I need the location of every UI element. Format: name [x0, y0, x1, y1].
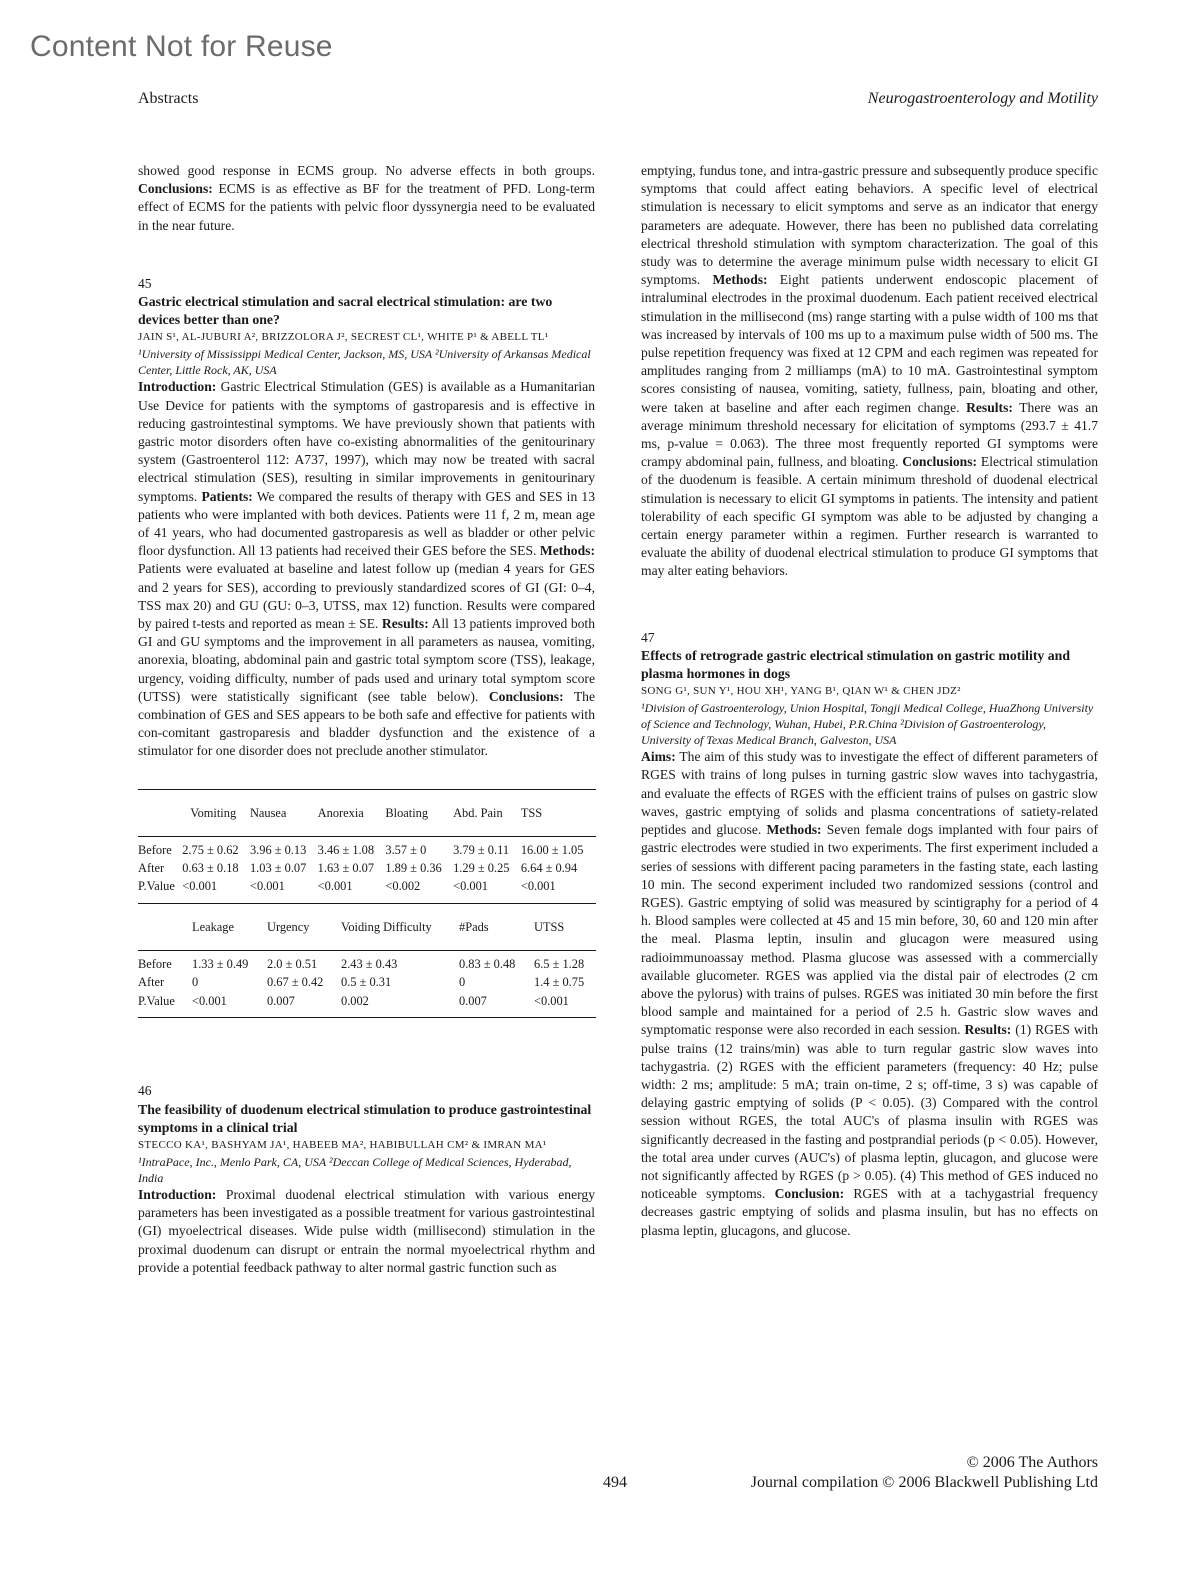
table-header-row: Leakage Urgency Voiding Difficulty #Pads UTSS	[192, 920, 565, 934]
copyright-journal: Journal compilation © 2006 Blackwell Publishing Ltd	[750, 1474, 1098, 1491]
table-gi-symptoms	[138, 789, 596, 904]
abstract-number-45: 45	[138, 275, 152, 291]
abstract-authors-47: SONG G¹, SUN Y¹, HOU XH¹, YANG B¹, QIAN W¹ & CHEN JDZ²	[641, 685, 961, 698]
abstract-body-46: Introduction: Proximal duodenal electrical stimulation with various energy parameters has been investigated as a possible treatment for various gastrointestinal (GI) myoelectrical diseases. Wide pulse width (millisecond) stimulation in the proximal duodenum can disrupt or entrain the normal myoelectrical rhythm and provide a potential feedback pathway to alter normal gastric function such as	[138, 1186, 595, 1275]
abstract-affiliations-46: ¹IntraPace, Inc., Menlo Park, CA, USA ²Deccan College of Medical Sciences, Hyderabad, India	[138, 1154, 572, 1185]
abstract-affiliations-45: ¹University of Mississippi Medical Center, Jackson, MS, USA ²University of Arkansas Medical Center, Little Rock, AK, USA	[138, 347, 591, 378]
table-row: After 0 0.67 ± 0.42 0.5 ± 0.31 0 1.4 ± 0.75	[138, 975, 585, 990]
abstract-body-47: Aims: The aim of this study was to investigate the effect of different parameters of RGES with trains of long pulses in turning gastric slow waves into tachygastria, and evaluate the effects of RGES with the efficient trains of pulses on gastric slow waves, gastric emptying of solids and plasma concentrations of satiety-related peptides and glucose. Methods: Seven female dogs implanted with four pairs of gastric electrodes were studied in two experiments. The first experiment included a series of sessions with different pacing parameters in the fasting state, each lasting 10 min. The second experiment included two randomized sessions (control and RGES). Gastric emptying of solid was measured by scintigraphy for a period of 4 h. Blood samples were collected at 45 and 15 min before, 30, 60 and 120 min after the meal. Plasma leptin, insulin and glucagon were measured using radioimmunoassay method. Plasma glucose was assessed with a commercially available glucometer. RGES was applied via the distal pair of electrodes (2 cm above the pylorus) with trains of pulses. RGES was initiated 30 min before the first blood sample and maintained for a period of 2.5 h. Gastric slow waves and symptomatic response were also recorded in each session. Results: (1) RGES with pulse trains (12 trains/min) was able to turn regular gastric slow waves into tachygastria. (2) RGES with the efficient parameters (frequency: 40 Hz; pulse width: 2 ms; amplitude: 5 mA; train on-time, 2 s; off-time, 3 s) was capable of delaying gastric emptying of solids (P < 0.05). (3) Compared with the control session without RGES, the total AUC's of plasma insulin with RGES was significantly decreased in the fasting and postprandial periods (p < 0.05). However, the total area under curves (AUC's) of plasma leptin, glucagon, and glucose were not significantly affected by RGES (p > 0.05). (4) This method of GES induced no noticeable symptoms. Conclusion: RGES with at a tachygastrial frequency decreases gastric emptying of solids and plasma insulin, but has no effects on plasma leptin, glucagons, and glucose.	[641, 749, 1098, 1238]
table-row: After 0.63 ± 0.18 1.03 ± 0.07 1.63 ± 0.07 1.89 ± 0.36 1.29 ± 0.25 6.64 ± 0.94	[138, 861, 578, 876]
abstract-body-46-continued: emptying, fundus tone, and intra-gastric pressure and subsequently produce specific symptoms that could affect eating behaviors. A specific level of electrical stimulation is necessary to elicit symptoms and serve as an indicator that energy parameters are adequate. However, there has been no published data correlating electrical threshold stimulation with symptom characterization. The goal of this study was to determine the average minimum pulse width necessary to elicit GI symptoms. Methods: Eight patients underwent endoscopic placement of intraluminal electrodes in the proximal duodenum. Each patient received electrical stimulation in the millisecond (ms) range starting with a pulse width of 100 ms that was increased by intervals of 100 ms up to a maximum pulse width of 500 ms. The pulse repetition frequency was fixed at 12 CPM and each regimen was repeated for amplitudes ranging from 2 milliamps (mA) to 10 mA. Gastrointestinal symptom scores consisting of nausea, vomiting, satiety, fullness, pain, bloating and other, were taken at baseline and after each regimen change. Results: There was an average minimum threshold necessary for elicitation of symptoms (293.7 ± 41.7 ms, p-value = 0.063). The three most frequently reported GI symptoms were crampy abdominal pain, fullness, and bloating. Conclusions: Electrical stimulation of the duodenum is feasible. A certain minimum threshold of duodenal electrical stimulation is necessary to elicit GI symptoms in patients. The intensity and patient tolerability of each specific GI symptom was able to be adjusted by changing a certain energy parameter within a regimen. Further research is warranted to evaluate the ability of duodenal electrical stimulation to produce GI symptoms that may alter eating behaviors.	[641, 163, 1098, 579]
abstract-title-46: The feasibility of duodenum electrical stimulation to produce gastrointestinal symptoms in a clinical trial	[138, 1101, 592, 1135]
left-column	[138, 162, 595, 1277]
running-head-right: Neurogastroenterology and Motility	[867, 90, 1098, 107]
abstract-body-45: Introduction: Gastric Electrical Stimulation (GES) is available as a Humanitarian Use Device for patients with the symptoms of gastroparesis and is effective in reducing gastrointestinal symptoms. We have previously shown that patients with gastric motor disorders often have co-existing abnormalities of the genitourinary system (Gastroenterol 112: A737, 1997), which may now be treated with sacral electrical stimulation (SES), resulting in similar improvements in genitourinary symptoms. Patients: We compared the results of therapy with GES and SES in 13 patients who were implanted with both devices. Patients were 11 f, 2 m, mean age of 41 years, who had documented gastroparesis as well as bladder or other pelvic floor dysfunction. All 13 patients had received their GES before the SES. Methods: Patients were evaluated at baseline and latest follow up (median 4 years for GES and 2 years for SES), according to previously standardized scores of GI (GI: 0–4, TSS max 20) and GU (GU: 0–3, UTSS, max 12) function. Results were compared by paired t-tests and reported as mean ± SE. Results: All 13 patients improved both GI and GU symptoms and the improvement in all parameters as nausea, vomiting, anorexia, bloating, abdominal pain and gastric total symptom score (TSS), leakage, urgency, voiding difficulty, number of pads used and urinary total symptom score (UTSS) were statistically significant (see table below). Conclusions: The combination of GES and SES appears to be both safe and effective for patients with con-comitant gastroparesis and bladder dysfunction and the existence of a stimulator for one disorder does not preclude another stimulator.	[138, 379, 595, 759]
table-row: Before 1.33 ± 0.49 2.0 ± 0.51 2.43 ± 0.43 0.83 ± 0.48 6.5 ± 1.28	[138, 957, 585, 972]
abstract-authors-45: JAIN S¹, AL-JUBURI A², BRIZZOLORA J², SECREST CL¹, WHITE P¹ & ABELL TL¹	[138, 331, 549, 344]
watermark: Content Not for Reuse	[30, 30, 333, 63]
right-column	[641, 162, 1098, 1240]
table-row: Before 2.75 ± 0.62 3.96 ± 0.13 3.46 ± 1.08 3.57 ± 0 3.79 ± 0.11 16.00 ± 1.05	[138, 842, 584, 857]
abstract-title-45: Gastric electrical stimulation and sacral electrical stimulation: are two devices better than one?	[138, 294, 553, 328]
table-row: P.Value <0.001 <0.001 <0.001 <0.002 <0.001 <0.001	[138, 879, 556, 894]
copyright-authors: © 2006 The Authors	[966, 1454, 1098, 1471]
abstract-affiliations-47: ¹Division of Gastroenterology, Union Hospital, Tongji Medical College, HuaZhong University of Science and Technology, Wuhan, Hubei, P.R.China ²Division of Gastroenterology, University of Texas Medical Branch, Galveston, USA	[641, 701, 1094, 748]
table-header-row: Vomiting Nausea Anorexia Bloating Abd. Pain TSS	[190, 805, 543, 820]
running-head-left: Abstracts	[138, 90, 199, 107]
table-row: P.Value <0.001 0.007 0.002 0.007 <0.001	[138, 993, 569, 1008]
abstract-title-47: Effects of retrograde gastric electrical stimulation on gastric motility and plasma hormones in dogs	[641, 647, 1071, 682]
page-number: 494	[603, 1474, 627, 1491]
abstract-number-47: 47	[641, 629, 655, 645]
abstract-number-46: 46	[138, 1083, 152, 1099]
previous-abstract-conclusion: showed good response in ECMS group. No adverse effects in both groups. Conclusions: ECMS is as effective as BF for the treatment of PFD. Long-term effect of ECMS for the patients with pelvic floor dyssynergia need to be evaluated in the near future.	[138, 163, 595, 233]
abstract-authors-46: STECCO KA¹, BASHYAM JA¹, HABEEB MA², HABIBULLAH CM² & IMRAN MA¹	[138, 1138, 547, 1151]
table-gu-symptoms	[138, 904, 596, 1018]
